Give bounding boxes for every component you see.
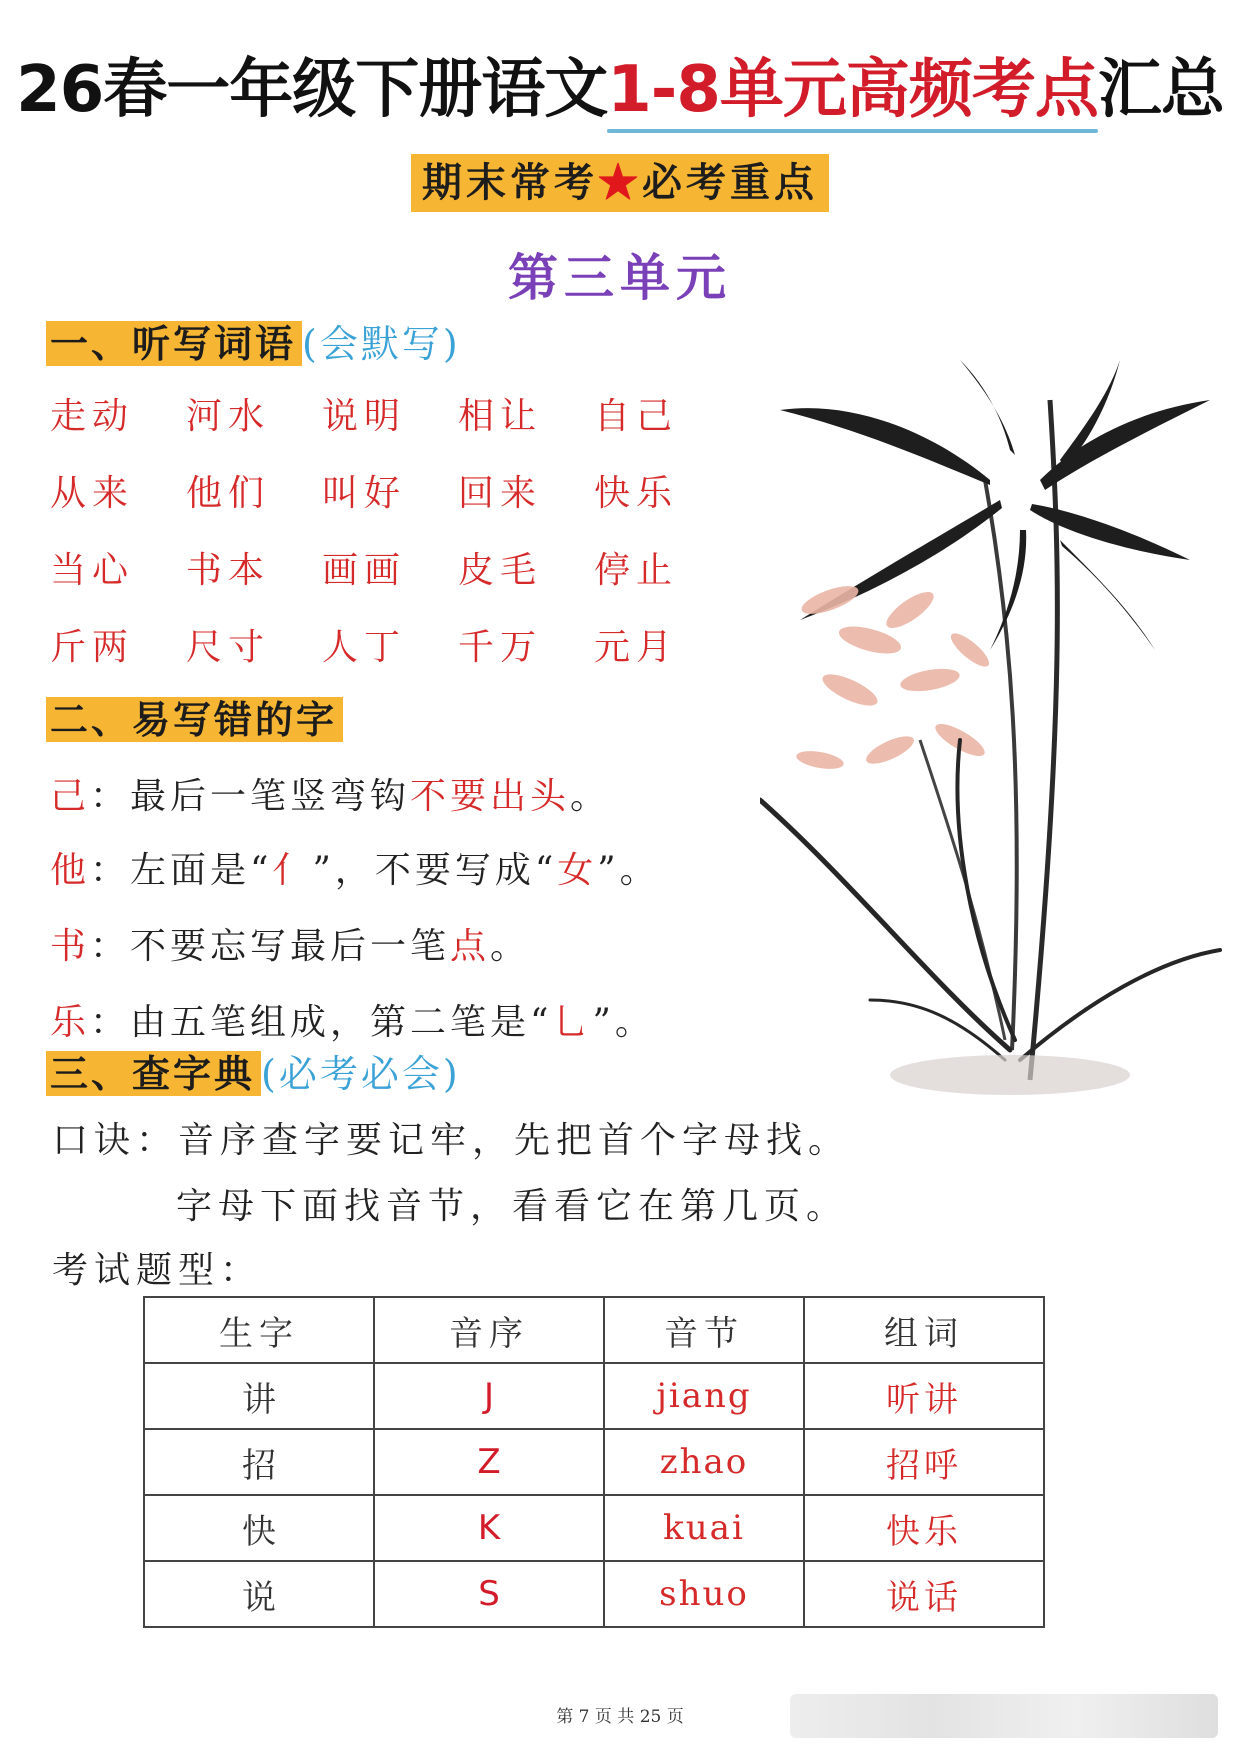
table-cell: 说	[144, 1561, 374, 1627]
column-header: 音节	[604, 1297, 804, 1363]
table-cell: S	[374, 1561, 604, 1627]
exam-badge	[411, 154, 829, 212]
mistake-char: 书	[50, 926, 91, 967]
mistake-text: ”，不要写成“	[312, 850, 558, 891]
table-cell: K	[374, 1495, 604, 1561]
table-cell: 听讲	[804, 1363, 1044, 1429]
word: 河水	[186, 396, 271, 437]
unit-title: 第三单元	[508, 248, 732, 307]
word: 叫好	[322, 473, 407, 514]
word: 回来	[458, 473, 543, 514]
title-suffix: 汇总	[1097, 53, 1224, 127]
word: 人丁	[322, 627, 407, 668]
table-row	[144, 1363, 1044, 1429]
section3-heading	[46, 1048, 461, 1100]
mistake-text: ”。	[592, 1002, 655, 1043]
word-row	[50, 465, 730, 542]
word-row	[50, 619, 730, 696]
mistake-item	[50, 768, 610, 819]
word-row	[50, 542, 730, 619]
word: 尺寸	[186, 627, 271, 668]
section2-title: 二、易写错的字	[46, 697, 343, 742]
table-cell: jiang	[604, 1363, 804, 1429]
word: 斤两	[50, 627, 135, 668]
table-cell: 快	[144, 1495, 374, 1561]
mistake-highlight: 女	[557, 850, 598, 891]
table-row	[144, 1561, 1044, 1627]
section3-title: 三、查字典	[46, 1051, 261, 1096]
section3-note: (必考必会)	[261, 1052, 461, 1096]
column-header: 生字	[144, 1297, 374, 1363]
exam-type-label: 考试题型：	[52, 1250, 263, 1291]
column-header: 音序	[374, 1297, 604, 1363]
section2-heading	[46, 694, 343, 746]
table-cell: 招	[144, 1429, 374, 1495]
table-cell: zhao	[604, 1429, 804, 1495]
page-title	[0, 38, 1240, 130]
table-row	[144, 1495, 1044, 1561]
word: 走动	[50, 396, 135, 437]
mistake-text: ：最后一笔竖弯钩	[90, 776, 411, 817]
title-prefix: 26春一年级下册语文	[16, 53, 608, 127]
table-cell: kuai	[604, 1495, 804, 1561]
badge-left: 期末常考	[422, 159, 598, 206]
page-number: 第 7 页 共 25 页	[556, 1707, 684, 1727]
mistake-highlight: 点	[450, 926, 491, 967]
dictionary-table	[143, 1296, 1045, 1628]
mistake-char: 乐	[50, 1002, 91, 1043]
mistake-text: ：由五笔组成，第二笔是“	[90, 1002, 553, 1043]
badge-right: 必考重点	[642, 159, 818, 206]
word: 当心	[50, 550, 135, 591]
mnemonic-line-1: 口诀：音序查字要记牢，先把首个字母找。	[52, 1120, 851, 1161]
star-icon: ★	[598, 159, 642, 206]
word: 千万	[458, 627, 543, 668]
mistake-text: 。	[490, 926, 531, 967]
mistake-highlight: 亻	[272, 850, 313, 891]
table-cell: Z	[374, 1429, 604, 1495]
word: 元月	[594, 627, 679, 668]
title-accent: 1-8单元高频考点	[607, 53, 1098, 127]
word: 快乐	[594, 473, 679, 514]
mistake-text: ”。	[597, 850, 660, 891]
mistake-char: 他	[50, 850, 91, 891]
section1-title: 一、听写词语	[46, 321, 302, 366]
table-cell: 快乐	[804, 1495, 1044, 1561]
word: 书本	[186, 550, 271, 591]
mistake-item	[50, 842, 660, 893]
mistake-text: ：不要忘写最后一笔	[90, 926, 451, 967]
mistake-highlight: 不要出头	[410, 776, 571, 817]
word-row	[50, 388, 730, 465]
table-cell: J	[374, 1363, 604, 1429]
table-row	[144, 1429, 1044, 1495]
bamboo-painting-illustration	[760, 360, 1230, 1140]
mistake-item	[50, 918, 530, 969]
dictation-word-grid	[50, 388, 730, 696]
mistake-highlight: 乚	[552, 1002, 593, 1043]
mnemonic-line-2: 字母下面找音节，看看它在第几页。	[176, 1186, 849, 1227]
table-cell: shuo	[604, 1561, 804, 1627]
column-header: 组词	[804, 1297, 1044, 1363]
mistake-item	[50, 994, 655, 1045]
word: 自己	[594, 396, 679, 437]
mistake-text: ：左面是“	[90, 850, 273, 891]
word: 从来	[50, 473, 135, 514]
word: 他们	[186, 473, 271, 514]
section1-note: (会默写)	[302, 322, 461, 366]
word: 皮毛	[458, 550, 543, 591]
word: 画画	[322, 550, 407, 591]
word: 停止	[594, 550, 679, 591]
table-cell: 招呼	[804, 1429, 1044, 1495]
table-cell: 讲	[144, 1363, 374, 1429]
table-cell: 说话	[804, 1561, 1044, 1627]
table-header-row	[144, 1297, 1044, 1363]
word: 说明	[322, 396, 407, 437]
word: 相让	[458, 396, 543, 437]
section1-heading	[46, 318, 461, 370]
mistake-char: 己	[50, 776, 91, 817]
mistake-text: 。	[570, 776, 611, 817]
